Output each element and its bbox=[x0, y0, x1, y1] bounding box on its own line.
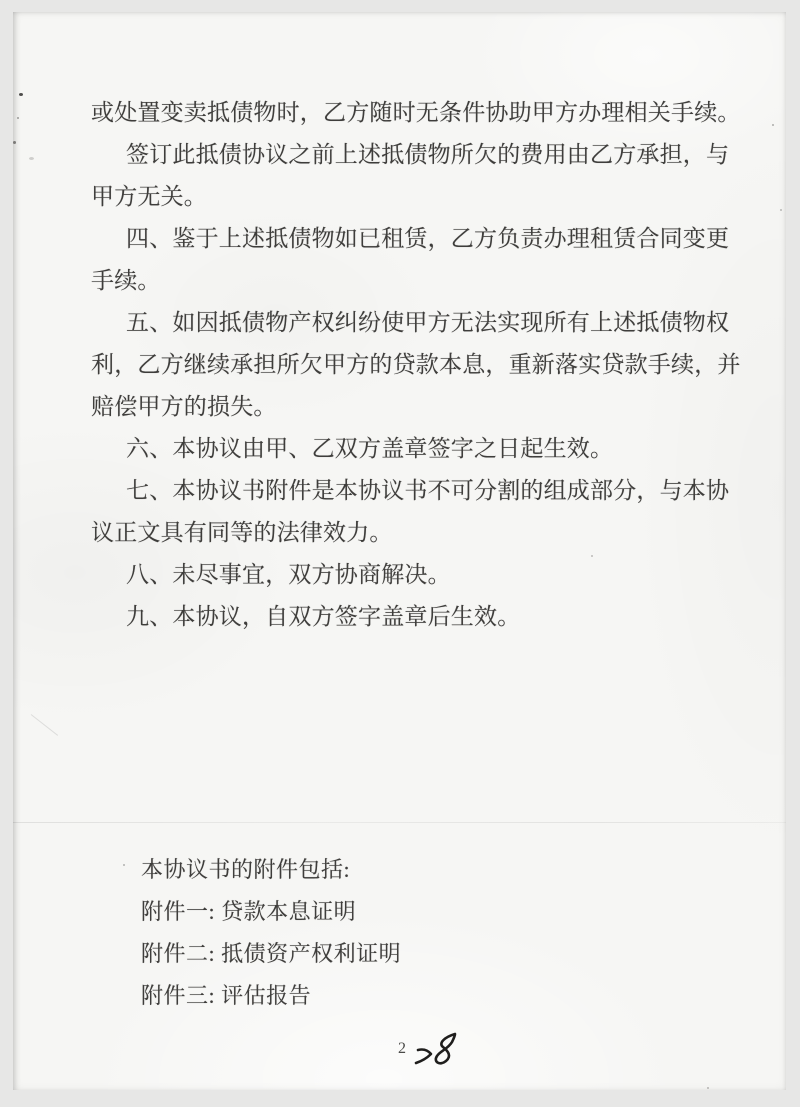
scan-speck bbox=[19, 93, 23, 96]
attachment-item-1: 附件一: 贷款本息证明 bbox=[141, 899, 357, 924]
body-line-clause-4: 四、鉴于上述抵债物如已租赁，乙方负责办理租赁合同变更 bbox=[126, 226, 730, 251]
body-line: 甲方无关。 bbox=[91, 184, 207, 209]
agreement-body bbox=[91, 92, 751, 638]
scan-speck bbox=[780, 209, 782, 211]
body-line: 利，乙方继续承担所欠甲方的贷款本息，重新落实贷款手续，并 bbox=[91, 352, 741, 377]
attachments-list bbox=[141, 849, 641, 1017]
body-line: 赔偿甲方的损失。 bbox=[91, 394, 277, 419]
scan-speck bbox=[13, 141, 16, 144]
body-line: 手续。 bbox=[91, 268, 161, 293]
paper-fold-mark bbox=[31, 714, 58, 736]
scan-speck bbox=[772, 124, 774, 126]
handwritten-note-28 bbox=[411, 1028, 463, 1074]
body-line-clause-8: 八、未尽事宜，双方协商解决。 bbox=[126, 562, 451, 587]
scan-speck bbox=[29, 157, 34, 160]
body-line-clause-6: 六、本协议由甲、乙双方盖章签字之日起生效。 bbox=[126, 436, 614, 461]
attachments-heading: 本协议书的附件包括: bbox=[141, 857, 351, 882]
scan-speck bbox=[123, 864, 125, 866]
body-line-clause-5: 五、如因抵债物产权纠纷使甲方无法实现所有上述抵债物权 bbox=[126, 310, 730, 335]
paper-sheet bbox=[13, 12, 786, 1090]
body-line: 签订此抵债协议之前上述抵债物所欠的费用由乙方承担，与 bbox=[126, 142, 730, 167]
scan-speck bbox=[17, 117, 19, 119]
page-number: 2 bbox=[398, 1040, 406, 1057]
scan-speck bbox=[591, 555, 593, 557]
paper-crease-line bbox=[13, 822, 786, 823]
body-line: 议正文具有同等的法律效力。 bbox=[91, 520, 393, 545]
attachment-item-2: 附件二: 抵债资产权利证明 bbox=[141, 941, 402, 966]
body-line-clause-9: 九、本协议，自双方签字盖章后生效。 bbox=[126, 604, 521, 629]
attachment-item-3: 附件三: 评估报告 bbox=[141, 983, 312, 1008]
scan-speck bbox=[707, 1087, 709, 1089]
body-line-clause-7: 七、本协议书附件是本协议书不可分割的组成部分，与本协 bbox=[126, 478, 730, 503]
body-line: 或处置变卖抵债物时，乙方随时无条件协助甲方办理相关手续。 bbox=[91, 100, 741, 125]
